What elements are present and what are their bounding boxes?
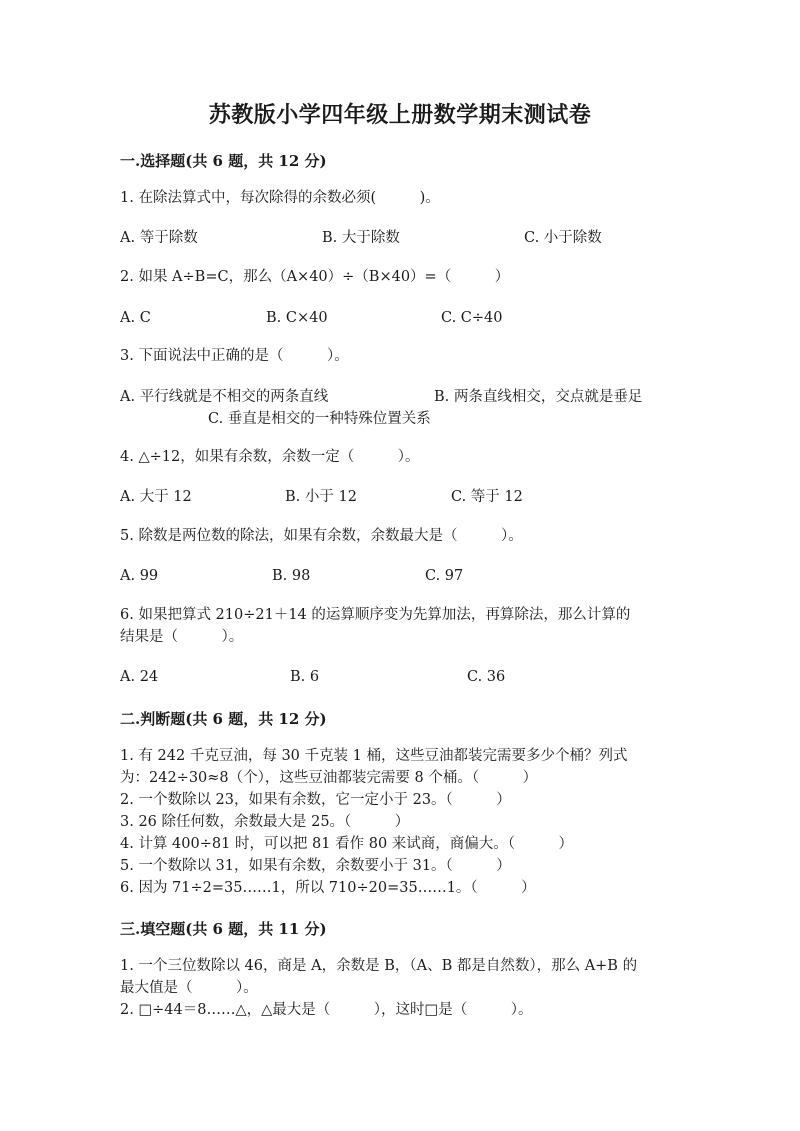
- question-1-2: 2. 如果 A÷B=C，那么（A×40）÷（B×40）=（ ）: [120, 269, 510, 285]
- option-1-1-a: A. 等于除数: [120, 230, 198, 246]
- judge-line-3: 2. 一个数除以 23，如果有余数，它一定小于 23。（ ）: [120, 792, 511, 808]
- option-1-5-c: C. 97: [425, 568, 464, 584]
- judge-line-6: 5. 一个数除以 31，如果有余数，余数要小于 31。（ ）: [120, 858, 511, 874]
- option-1-4-b: B. 小于 12: [285, 489, 357, 505]
- section-heading-fill: 三.填空题(共 6 题，共 11 分): [120, 920, 327, 938]
- option-1-6-b: B. 6: [290, 669, 320, 685]
- option-1-3-c: C. 垂直是相交的一种特殊位置关系: [208, 411, 431, 427]
- option-1-4-c: C. 等于 12: [451, 489, 523, 505]
- option-1-5-a: A. 99: [120, 568, 159, 584]
- option-1-4-a: A. 大于 12: [120, 489, 192, 505]
- fill-line-2: 最大值是（ ）。: [120, 980, 258, 996]
- judge-line-5: 4. 计算 400÷81 时，可以把 81 看作 80 来试商，商偏大。（ ）: [120, 836, 574, 852]
- option-1-2-c: C. C÷40: [441, 310, 503, 326]
- section-heading-choice: 一.选择题(共 6 题，共 12 分): [120, 152, 327, 170]
- option-1-6-a: A. 24: [120, 669, 159, 685]
- option-1-2-a: A. C: [120, 310, 151, 326]
- judge-line-1: 1. 有 242 千克豆油，每 30 千克装 1 桶，这些豆油都装完需要多少个桶？列式: [120, 748, 628, 764]
- option-1-2-b: B. C×40: [266, 310, 328, 326]
- option-1-1-b: B. 大于除数: [322, 230, 400, 246]
- question-1-6-line1: 6. 如果把算式 210÷21＋14 的运算顺序变为先算加法，再算除法，那么计算的: [120, 607, 631, 623]
- fill-line-3: 2. □÷44＝8……△，△最大是（ ），这时□是（ ）。: [120, 1002, 533, 1018]
- option-1-1-c: C. 小于除数: [524, 230, 602, 246]
- question-1-6-line2: 结果是（ ）。: [120, 629, 244, 645]
- page-title: 苏教版小学四年级上册数学期末测试卷: [208, 102, 592, 128]
- option-1-5-b: B. 98: [272, 568, 311, 584]
- option-1-3-a: A. 平行线就是不相交的两条直线: [120, 389, 329, 405]
- section-heading-judge: 二.判断题(共 6 题，共 12 分): [120, 710, 327, 728]
- question-1-3: 3. 下面说法中正确的是（ ）。: [120, 348, 349, 364]
- judge-line-4: 3. 26 除任何数，余数最大是 25。（ ）: [120, 814, 410, 830]
- option-1-3-b: B. 两条直线相交，交点就是垂足: [434, 389, 643, 405]
- judge-line-2: 为：242÷30≈8（个），这些豆油都装完需要 8 个桶。（ ）: [120, 770, 538, 786]
- judge-line-7: 6. 因为 71÷2=35……1，所以 710÷20=35……1。（ ）: [120, 880, 536, 896]
- question-1-4: 4. △÷12，如果有余数，余数一定（ ）。: [120, 449, 420, 465]
- fill-line-1: 1. 一个三位数除以 46，商是 A，余数是 B，（A、B 都是自然数），那么 A+B 的: [120, 958, 638, 974]
- option-1-6-c: C. 36: [467, 669, 506, 685]
- question-1-5: 5. 除数是两位数的除法，如果有余数，余数最大是（ ）。: [120, 528, 523, 544]
- question-1-1: 1. 在除法算式中，每次除得的余数必须( )。: [120, 190, 440, 206]
